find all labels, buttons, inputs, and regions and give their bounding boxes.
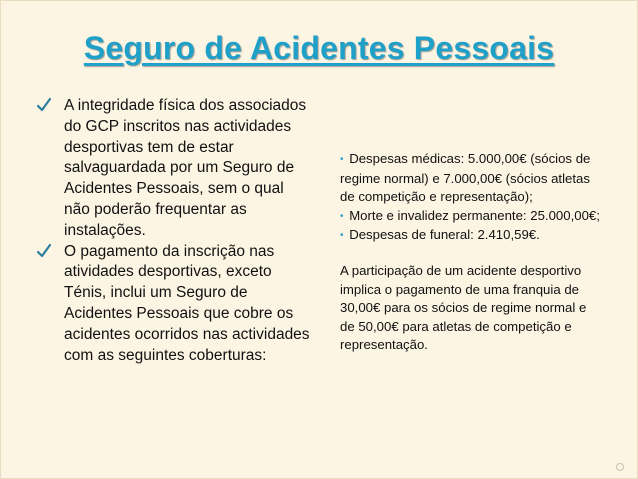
bullet-item [32, 242, 310, 367]
corner-decoration [616, 463, 624, 471]
coverage-item [340, 150, 600, 207]
slide-title-text: Seguro de Acidentes Pessoais [83, 30, 555, 66]
franchise-note: A participação de um acidente desportivo implica o pagamento de uma franquia de 30,00€ para os sócios de regime normal e de 50,00€ para atletas de competição e representação. [340, 262, 587, 353]
slide-title [0, 28, 638, 68]
checkmark-icon [37, 243, 51, 259]
coverage-item [340, 207, 600, 227]
right-coverage-panel [340, 150, 600, 355]
bullet-dot-icon: • [340, 230, 344, 242]
bullet-dot-icon: • [340, 154, 344, 165]
bullet-text: A integridade física dos associados do GCP inscritos nas actividades desportivas tem de estar salvaguardada por um Seguro de Acidentes Pessoais, sem o qual não poderão frequentar as instalações. [64, 97, 307, 239]
left-bullet-list [32, 96, 310, 366]
bullet-dot-icon: • [340, 210, 344, 222]
coverage-item [340, 226, 600, 246]
coverage-text: Despesas de funeral: 2.410,59€. [349, 227, 540, 243]
coverage-text: Despesas médicas: 5.000,00€ (sócios de regime normal) e 7.000,00€ (sócios atletas de competição e representação); [340, 151, 591, 205]
checkmark-icon [37, 97, 51, 113]
bullet-item [32, 96, 310, 242]
coverage-text: Morte e invalidez permanente: 25.000,00€; [349, 207, 600, 223]
bullet-text: O pagamento da inscrição nas atividades desportivas, exceto Ténis, inclui um Seguro de Acidentes Pessoais que cobre os acidentes ocorridos nas actividades com as seguintes coberturas: [64, 242, 310, 364]
